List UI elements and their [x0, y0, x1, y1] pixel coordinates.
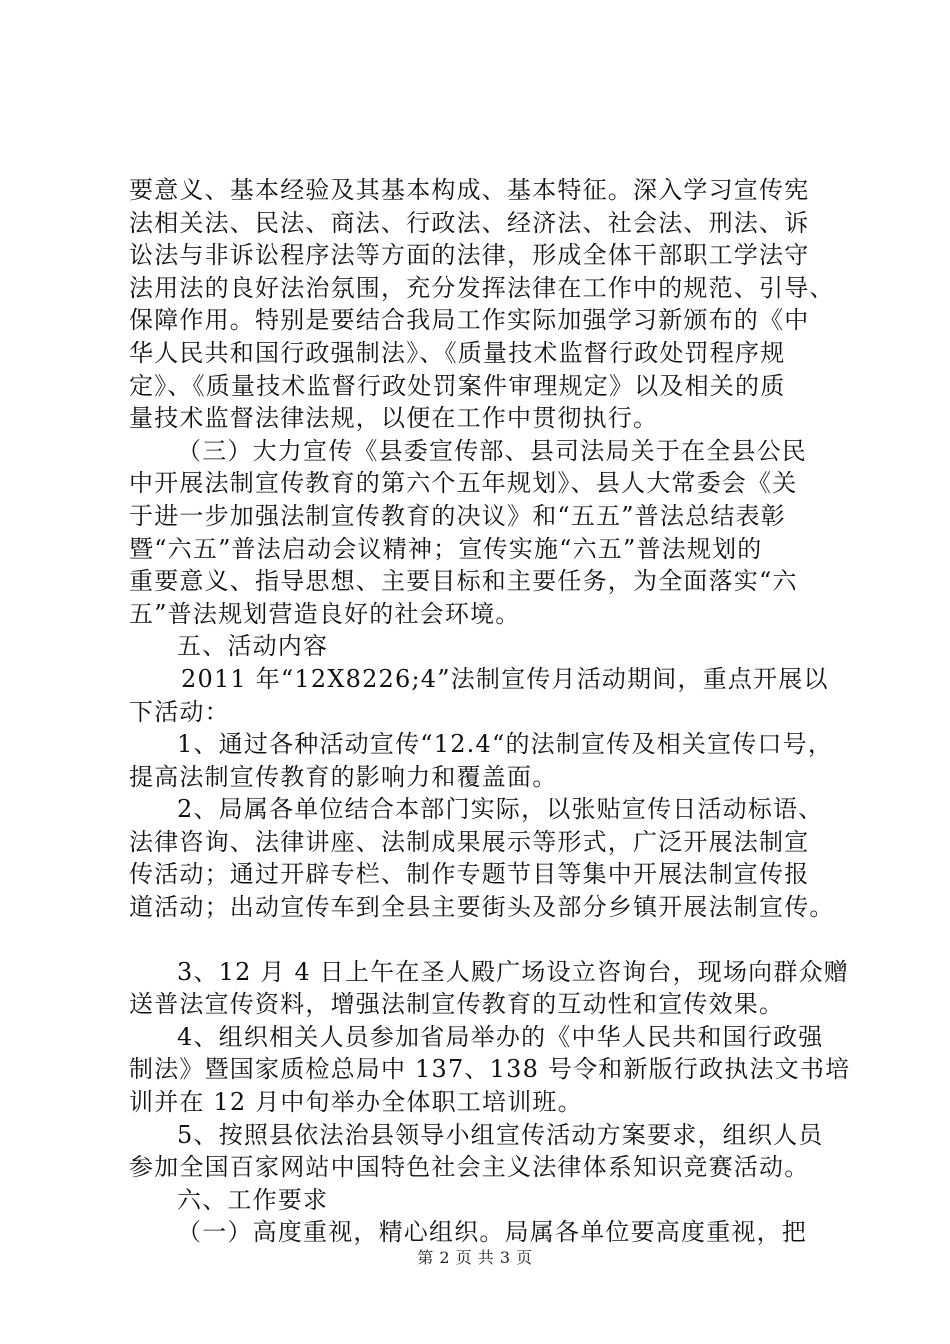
paragraph-line: 重要意义、指导思想、主要目标和主要任务，为全面落实“六 [129, 567, 798, 596]
paragraph-line: 法用法的良好法治氛围，充分发挥法律在工作中的规范、引导、 [129, 273, 835, 302]
paragraph-line: 定》、《质量技术监督行政处罚案件审理规定》以及相关的质 [129, 371, 786, 400]
paragraph-line: 训并在 12 月中旬举办全体职工培训班。 [129, 1088, 583, 1117]
paragraph-line: 2、局属各单位结合本部门实际，以张贴宣传日活动标语、 [177, 795, 824, 824]
section-heading: 五、活动内容 [177, 632, 329, 661]
paragraph-line: 保障作用。特别是要结合我局工作实际加强学习新颁布的《中 [129, 306, 810, 335]
paragraph-line: 要意义、基本经验及其基本构成、基本特征。深入学习宣传宪 [129, 176, 810, 204]
document-body [129, 174, 849, 1249]
paragraph-line: 4、组织相关人员参加省局举办的《中华人民共和国行政强 [177, 1022, 824, 1051]
paragraph-line: 2011 年“12X8226;4”法制宣传月活动期间，重点开展以 [181, 664, 829, 693]
paragraph-line: 中开展法制宣传教育的第六个五年规划》、县人大常委会《关 [129, 469, 798, 498]
paragraph-line: 制法》暨国家质检总局中 137、138 号令和新版行政执法文书培 [129, 1055, 851, 1084]
paragraph-line: 五”普法规划营造良好的社会环境。 [129, 599, 521, 628]
paragraph-line: 量技术监督法律法规，以便在工作中贯彻执行。 [129, 404, 659, 433]
paragraph-line: 暨“六五”普法启动会议精神；宣传实施“六五”普法规划的 [129, 534, 763, 563]
paragraph-line: 3、12 月 4 日上午在圣人殿广场设立咨询台，现场向群众赠 [177, 957, 849, 986]
paragraph-line: 参加全国百家网站中国特色社会主义法律体系知识竞赛活动。 [129, 1153, 810, 1182]
paragraph-line: 道活动；出动宣传车到全县主要街头及部分乡镇开展法制宣传。 [129, 893, 835, 922]
paragraph-gap [129, 924, 849, 956]
paragraph-line: 传活动；通过开辟专栏、制作专题节目等集中开展法制宣传报 [129, 860, 810, 889]
paragraph-line: 提高法制宣传教育的影响力和覆盖面。 [129, 762, 558, 791]
paragraph-line: 华人民共和国行政强制法》、《质量技术监督行政处罚程序规 [129, 338, 786, 367]
paragraph-line: 讼法与非诉讼程序法等方面的法律，形成全体干部职工学法守 [129, 241, 810, 270]
paragraph-line: 法相关法、民法、商法、行政法、经济法、社会法、刑法、诉 [129, 208, 810, 237]
paragraph-line: 法律咨询、法律讲座、法制成果展示等形式，广泛开展法制宣 [129, 827, 810, 856]
paragraph-line: 1、通过各种活动宣传“12.4“的法制宣传及相关宣传口号， [177, 730, 834, 759]
paragraph-line: （一）高度重视，精心组织。局属各单位要高度重视，把 [177, 1218, 807, 1247]
paragraph-line: 于进一步加强法制宣传教育的决议》和“五五”普法总结表彰 [129, 501, 786, 530]
section-heading: 六、工作要求 [177, 1185, 329, 1214]
paragraph-line: 5、按照县依法治县领导小组宣传活动方案要求，组织人员 [177, 1120, 824, 1149]
page-footer: 第 2 页 共 3 页 [417, 1248, 533, 1267]
paragraph-line: （三）大力宣传《县委宣传部、县司法局关于在全县公民 [177, 436, 807, 465]
paragraph-line: 送普法宣传资料，增强法制宣传教育的互动性和宣传效果。 [129, 990, 785, 1019]
paragraph-line: 下活动： [129, 697, 230, 726]
